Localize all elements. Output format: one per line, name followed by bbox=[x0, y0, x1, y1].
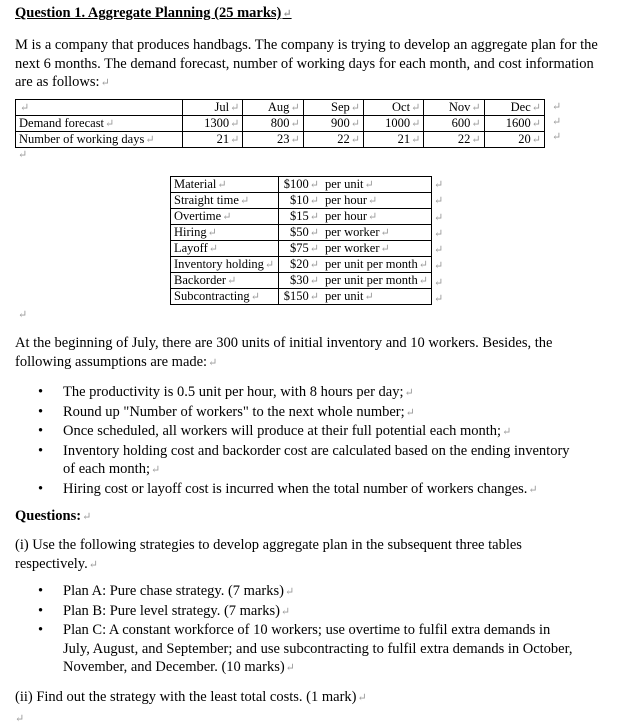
cost-row bbox=[171, 225, 432, 241]
paragraph-mark: ↵ bbox=[15, 713, 25, 725]
cost-unit: per worker↵ bbox=[322, 225, 432, 241]
list-item: • Round up "Number of workers" to the next whole number;↵ bbox=[15, 403, 575, 423]
cost-row bbox=[171, 177, 432, 193]
table-cell: 21↵ bbox=[183, 132, 243, 148]
table-cell: 900↵ bbox=[303, 116, 363, 132]
list-item: • The productivity is 0.5 unit per hour, with 8 hours per day;↵ bbox=[15, 383, 575, 403]
cost-unit: per hour↵ bbox=[322, 209, 432, 225]
cost-item: Overtime↵ bbox=[171, 209, 279, 225]
cost-unit: per unit↵ bbox=[322, 177, 432, 193]
row-label: Number of working days↵ bbox=[16, 132, 183, 148]
cost-value: $10↵ bbox=[279, 193, 323, 209]
table-cell: 600↵ bbox=[424, 116, 484, 132]
question-2: (ii) Find out the strategy with the least total costs. (1 mark)↵ bbox=[15, 689, 367, 705]
forecast-corner-cell: ↵ bbox=[16, 100, 183, 116]
list-item: • Plan C: A constant workforce of 10 workers; use overtime to fulfil extra demands in July, August, and September; and use subcontracting to fulfil extra demands in October, November, and December. (10 marks)↵ bbox=[15, 621, 575, 678]
paragraph-mark: ↵ bbox=[18, 149, 28, 161]
question-1: (i) Use the following strategies to develop aggregate plan in the subsequent three tables respectively.↵ bbox=[15, 537, 522, 572]
list-item: • Hiring cost or layoff cost is incurred when the total number of workers changes.↵ bbox=[15, 480, 575, 500]
list-item: • Once scheduled, all workers will produce at their full potential each month;↵ bbox=[15, 422, 575, 442]
cost-unit: per unit per month↵ bbox=[322, 257, 432, 273]
cost-item: Backorder↵ bbox=[171, 273, 279, 289]
list-item: • Plan B: Pure level strategy. (7 marks)↵ bbox=[15, 602, 575, 622]
cost-value: $30↵ bbox=[279, 273, 323, 289]
cost-row bbox=[171, 241, 432, 257]
cost-item: Subcontracting↵ bbox=[171, 289, 279, 305]
month-header: Oct↵ bbox=[363, 100, 423, 116]
forecast-header-row bbox=[16, 100, 545, 116]
table-cell: 1600↵ bbox=[484, 116, 544, 132]
month-header: Aug↵ bbox=[243, 100, 303, 116]
cost-unit: per unit per month↵ bbox=[322, 273, 432, 289]
cost-item: Material↵ bbox=[171, 177, 279, 193]
month-header: Nov↵ bbox=[424, 100, 484, 116]
cost-row bbox=[171, 257, 432, 273]
questions-heading: Questions:↵ bbox=[15, 508, 92, 524]
cost-value: $150↵ bbox=[279, 289, 323, 305]
month-header: Dec↵ bbox=[484, 100, 544, 116]
intro-paragraph: M is a company that produces handbags. The company is trying to develop an aggregate plan for the next 6 months. The demand forecast, number of working days for each month, and cost information are as follows:↵ bbox=[15, 37, 598, 90]
cost-item: Straight time↵ bbox=[171, 193, 279, 209]
table-cell: 22↵ bbox=[424, 132, 484, 148]
assumptions-intro: At the beginning of July, there are 300 units of initial inventory and 10 workers. Besides, the following assumptions are made:↵ bbox=[15, 335, 553, 370]
table-cell: 20↵ bbox=[484, 132, 544, 148]
cost-row bbox=[171, 289, 432, 305]
cost-item: Hiring↵ bbox=[171, 225, 279, 241]
assumptions-list bbox=[15, 383, 575, 499]
demand-forecast-table bbox=[15, 99, 545, 148]
paragraph-mark: ↵ bbox=[18, 309, 28, 321]
row-end-marks: ↵ ↵ ↵ ↵ ↵ ↵ ↵ ↵ bbox=[434, 179, 444, 306]
list-item: • Inventory holding cost and backorder cost are calculated based on the ending inventory of each month;↵ bbox=[15, 442, 575, 480]
table-cell: 21↵ bbox=[363, 132, 423, 148]
cost-value: $75↵ bbox=[279, 241, 323, 257]
row-end-marks: ↵ ↵ ↵ bbox=[552, 101, 562, 143]
question-title: Question 1. Aggregate Planning (25 marks)↵ bbox=[15, 5, 292, 21]
list-item: • Plan A: Pure chase strategy. (7 marks)↵ bbox=[15, 582, 575, 602]
cost-row bbox=[171, 193, 432, 209]
table-cell: 22↵ bbox=[303, 132, 363, 148]
cost-item: Layoff↵ bbox=[171, 241, 279, 257]
table-cell: 800↵ bbox=[243, 116, 303, 132]
table-cell: 1000↵ bbox=[363, 116, 423, 132]
cost-item: Inventory holding↵ bbox=[171, 257, 279, 273]
cost-unit: per hour↵ bbox=[322, 193, 432, 209]
cost-value: $20↵ bbox=[279, 257, 323, 273]
month-header: Jul↵ bbox=[183, 100, 243, 116]
cost-row bbox=[171, 209, 432, 225]
cost-value: $15↵ bbox=[279, 209, 323, 225]
cost-value: $50↵ bbox=[279, 225, 323, 241]
working-days-row bbox=[16, 132, 545, 148]
cost-value: $100↵ bbox=[279, 177, 323, 193]
cost-row bbox=[171, 273, 432, 289]
demand-forecast-row bbox=[16, 116, 545, 132]
cost-information-table bbox=[170, 176, 432, 305]
cost-unit: per worker↵ bbox=[322, 241, 432, 257]
month-header: Sep↵ bbox=[303, 100, 363, 116]
table-cell: 23↵ bbox=[243, 132, 303, 148]
row-label: Demand forecast↵ bbox=[16, 116, 183, 132]
plans-list bbox=[15, 582, 575, 678]
cost-unit: per unit↵ bbox=[322, 289, 432, 305]
table-cell: 1300↵ bbox=[183, 116, 243, 132]
